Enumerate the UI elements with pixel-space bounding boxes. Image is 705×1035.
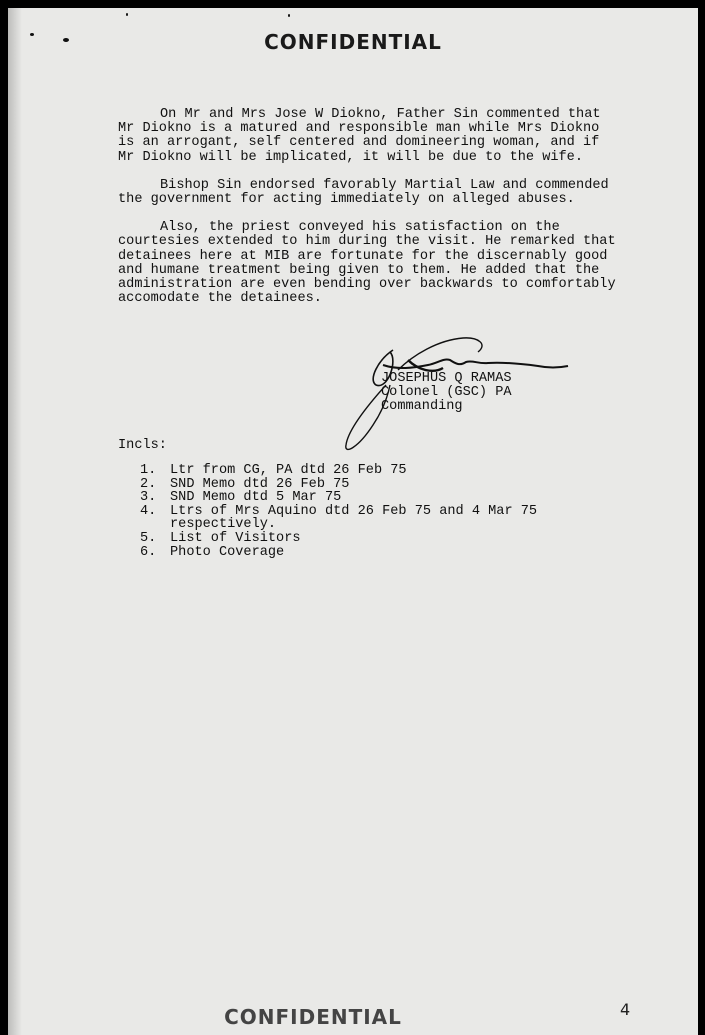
paragraph: On Mr and Mrs Jose W Diokno, Father Sin commented that Mr Diokno is a matured and responsible man while Mrs Diokno is an arrogant, self centered and domineering woman, and if Mr Diokno will be implicated, it will be due to the wife. bbox=[118, 107, 601, 165]
item-text: Ltrs of Mrs Aquino dtd 26 Feb 75 and 4 Mar 75 respectively. bbox=[170, 503, 538, 533]
item-number: 5. bbox=[140, 530, 157, 546]
signature-block bbox=[381, 372, 512, 415]
paragraph: Also, the priest conveyed his satisfaction on the courtesies extended to him during the visit. He remarked that detainees here at MIB are fortunate for the discernably good and humane treatment being given to them. He added that the administration are even bending over backwards to comfortably accomodate the detainees. bbox=[118, 220, 616, 307]
item-text: List of Visitors bbox=[170, 530, 301, 546]
list-item bbox=[140, 505, 550, 532]
item-text: SND Memo dtd 5 Mar 75 bbox=[170, 490, 342, 506]
list-item bbox=[140, 464, 550, 478]
list-item bbox=[140, 478, 550, 492]
document-page bbox=[8, 8, 698, 1035]
inclosures-list bbox=[140, 464, 550, 559]
signatory-rank: Colonel (GSC) PA bbox=[381, 385, 512, 401]
list-item bbox=[140, 532, 550, 546]
classification-header: CONFIDENTIAL bbox=[264, 30, 442, 54]
page-number: 4 bbox=[620, 1000, 631, 1019]
inclosures-label: Incls: bbox=[118, 438, 167, 453]
letter-body bbox=[118, 108, 618, 320]
item-number: 2. bbox=[140, 476, 157, 492]
item-number: 6. bbox=[140, 544, 157, 560]
list-item bbox=[140, 546, 550, 560]
classification-footer: CONFIDENTIAL bbox=[224, 1005, 402, 1029]
item-number: 3. bbox=[140, 490, 157, 506]
item-number: 1. bbox=[140, 463, 157, 478]
item-text: Ltr from CG, PA dtd 26 Feb 75 bbox=[170, 463, 407, 478]
speck bbox=[126, 13, 128, 16]
signatory-position: Commanding bbox=[381, 399, 463, 415]
item-text: SND Memo dtd 26 Feb 75 bbox=[170, 476, 350, 492]
list-item bbox=[140, 491, 550, 505]
paragraph: Bishop Sin endorsed favorably Martial Law and commended the government for acting immediately on alleged abuses. bbox=[118, 177, 609, 208]
item-text: Photo Coverage bbox=[170, 544, 285, 560]
speck bbox=[288, 14, 290, 17]
signatory-name: JOSEPHUS Q RAMAS bbox=[381, 371, 512, 386]
item-number: 4. bbox=[140, 503, 157, 519]
